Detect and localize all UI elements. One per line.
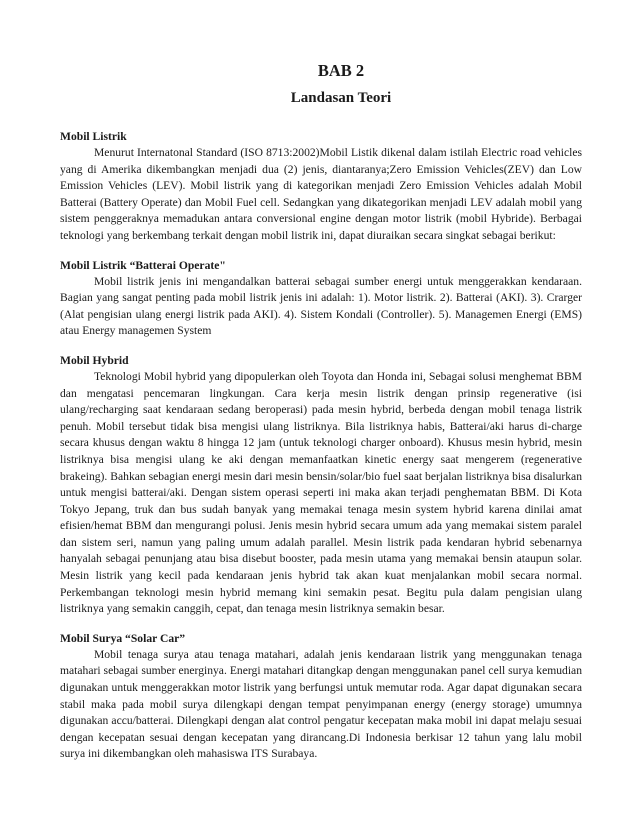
section-solar-car	[60, 631, 582, 763]
chapter-subtitle: Landasan Teori	[290, 90, 392, 106]
section-paragraph: Menurut Internatonal Standard (ISO 8713:2002)Mobil Listik dikenal dalam istilah Electric road vehicles yang di Amerika dikembangkan menjadi dua (2) jenis, diantaranya;Zero Emission Vehicles(ZEV) dan Low Emission Vehicles (LEV). Mobil listrik yang di kategorikan menjadi Zero Emission Vehicles adalah Mobil Batterai (Battery Operate) dan Mobil Fuel cell. Sedangkan yang dikategorikan menjadi LEV adalah mobil yang sistem penggeraknya memadukan antara conversional engine dengan motor listrik (mobil Hybride). Berbagai teknologi yang berkembang terkait dengan mobil listrik ini, dapat diuraikan secara singkat sebagai berikut:	[60, 146, 582, 242]
section-mobil-hybrid	[60, 353, 582, 618]
section-paragraph: Mobil listrik jenis ini mengandalkan batterai sebagai sumber energi untuk menggerakkan kendaraan. Bagian yang sangat penting pada mobil listrik jenis ini adalah: 1). Motor listrik. 2). Batterai (AKI). 3). Crarger (Alat pengisian ulang energi listrik pada AKI). 4). Sistem Kondali (Controller). 5). Managemen Energi (EMS) atau Energy managemen System	[60, 274, 582, 338]
section-title: Mobil Hybrid	[60, 353, 129, 367]
section-paragraph: Mobil tenaga surya atau tenaga matahari, adalah jenis kendaraan listrik yang menggunakan tenaga matahari sebagai sumber energinya. Energi matahari ditangkap dengan menggunakan panel cell surya kemudian digunakan untuk menggerakkan motor listrik yang berfungsi untuk memutar roda. Agar dapat digunakan secara stabil maka pada mobil surya dilengkapi dengan tempat penyimpanan energy (energy storage) umumnya digunakan accu/batterai. Dilengkapi dengan alat control pengatur kecepatan maka mobil ini dapat melaju sesuai dengan kecepatan sesuai dengan kecepatan yang dirancang.Di Indonesia berkisar 12 tahun yang lalu mobil surya ini dikembangkan oleh mahasiswa ITS Surabaya.	[60, 647, 582, 761]
section-title: Mobil Surya “Solar Car”	[60, 631, 186, 645]
section-title: Mobil Listrik	[60, 130, 127, 143]
section-batterai-operate	[60, 258, 582, 340]
section-title: Mobil Listrik “Batterai Operate"	[60, 258, 226, 272]
section-mobil-listrik	[60, 129, 582, 245]
chapter-heading: BAB 2	[317, 61, 365, 80]
section-paragraph: Teknologi Mobil hybrid yang dipopulerkan oleh Toyota dan Honda ini, Sebagai solusi menghemat BBM dan mengatasi pencemaran lingkungan. Cara kerja mesin listrik dengan prinsip regenerative (isi ulang/recharging saat kendaraan sedang beroperasi) pada mesin hybrid, berbeda dengan mobil tenaga listrik penuh. Mobil tersebut tidak bisa mengisi ulang listriknya. Bila listriknya habis, Batterai/aki harus di-charge secara khusus dengan waktu 8 hingga 12 jam (untuk teknologi charger onboard). Khusus mesin hybrid, mesin listriknya bisa mengisi ulang ke aki dengan memanfaatkan kinetic energy saat mengerem (regenerative brakeing). Bahkan sebagian energi mesin dari mesin bensin/solar/bio fuel saat berjalan listriknya bisa disalurkan untuk mengisi batterai/aki. Dengan sistem operasi seperti ini maka akan terjadi penghematan BBM. Di Kota Tokyo Jepang, truk dan bus sudah banyak yang memakai tenaga mesin system hybrid karena dinilai amat efisien/hemat BBM dan mengurangi polusi. Jenis mesin hybrid secara umum ada yang memakai sistem paralel dan sistem seri, namun yang paling umum adalah parallel. Mesin listrik pada kendaran hybrid sebenarnya hanyalah sebagai penunjang atau bisa disebut booster, pada mesin utama yang memakai bensin ataupun solar. Mesin listrik yang kecil pada kendaraan jenis hybrid tak akan kuat menjalankan mobil secara normal. Perkembangan teknologi mesin hybrid memang kini semakin pesat. Begitu pula dalam pengisian ulang listriknya yang semakin canggih, cepat, dan tenaga mesin listriknya semakin besar.	[60, 369, 582, 616]
